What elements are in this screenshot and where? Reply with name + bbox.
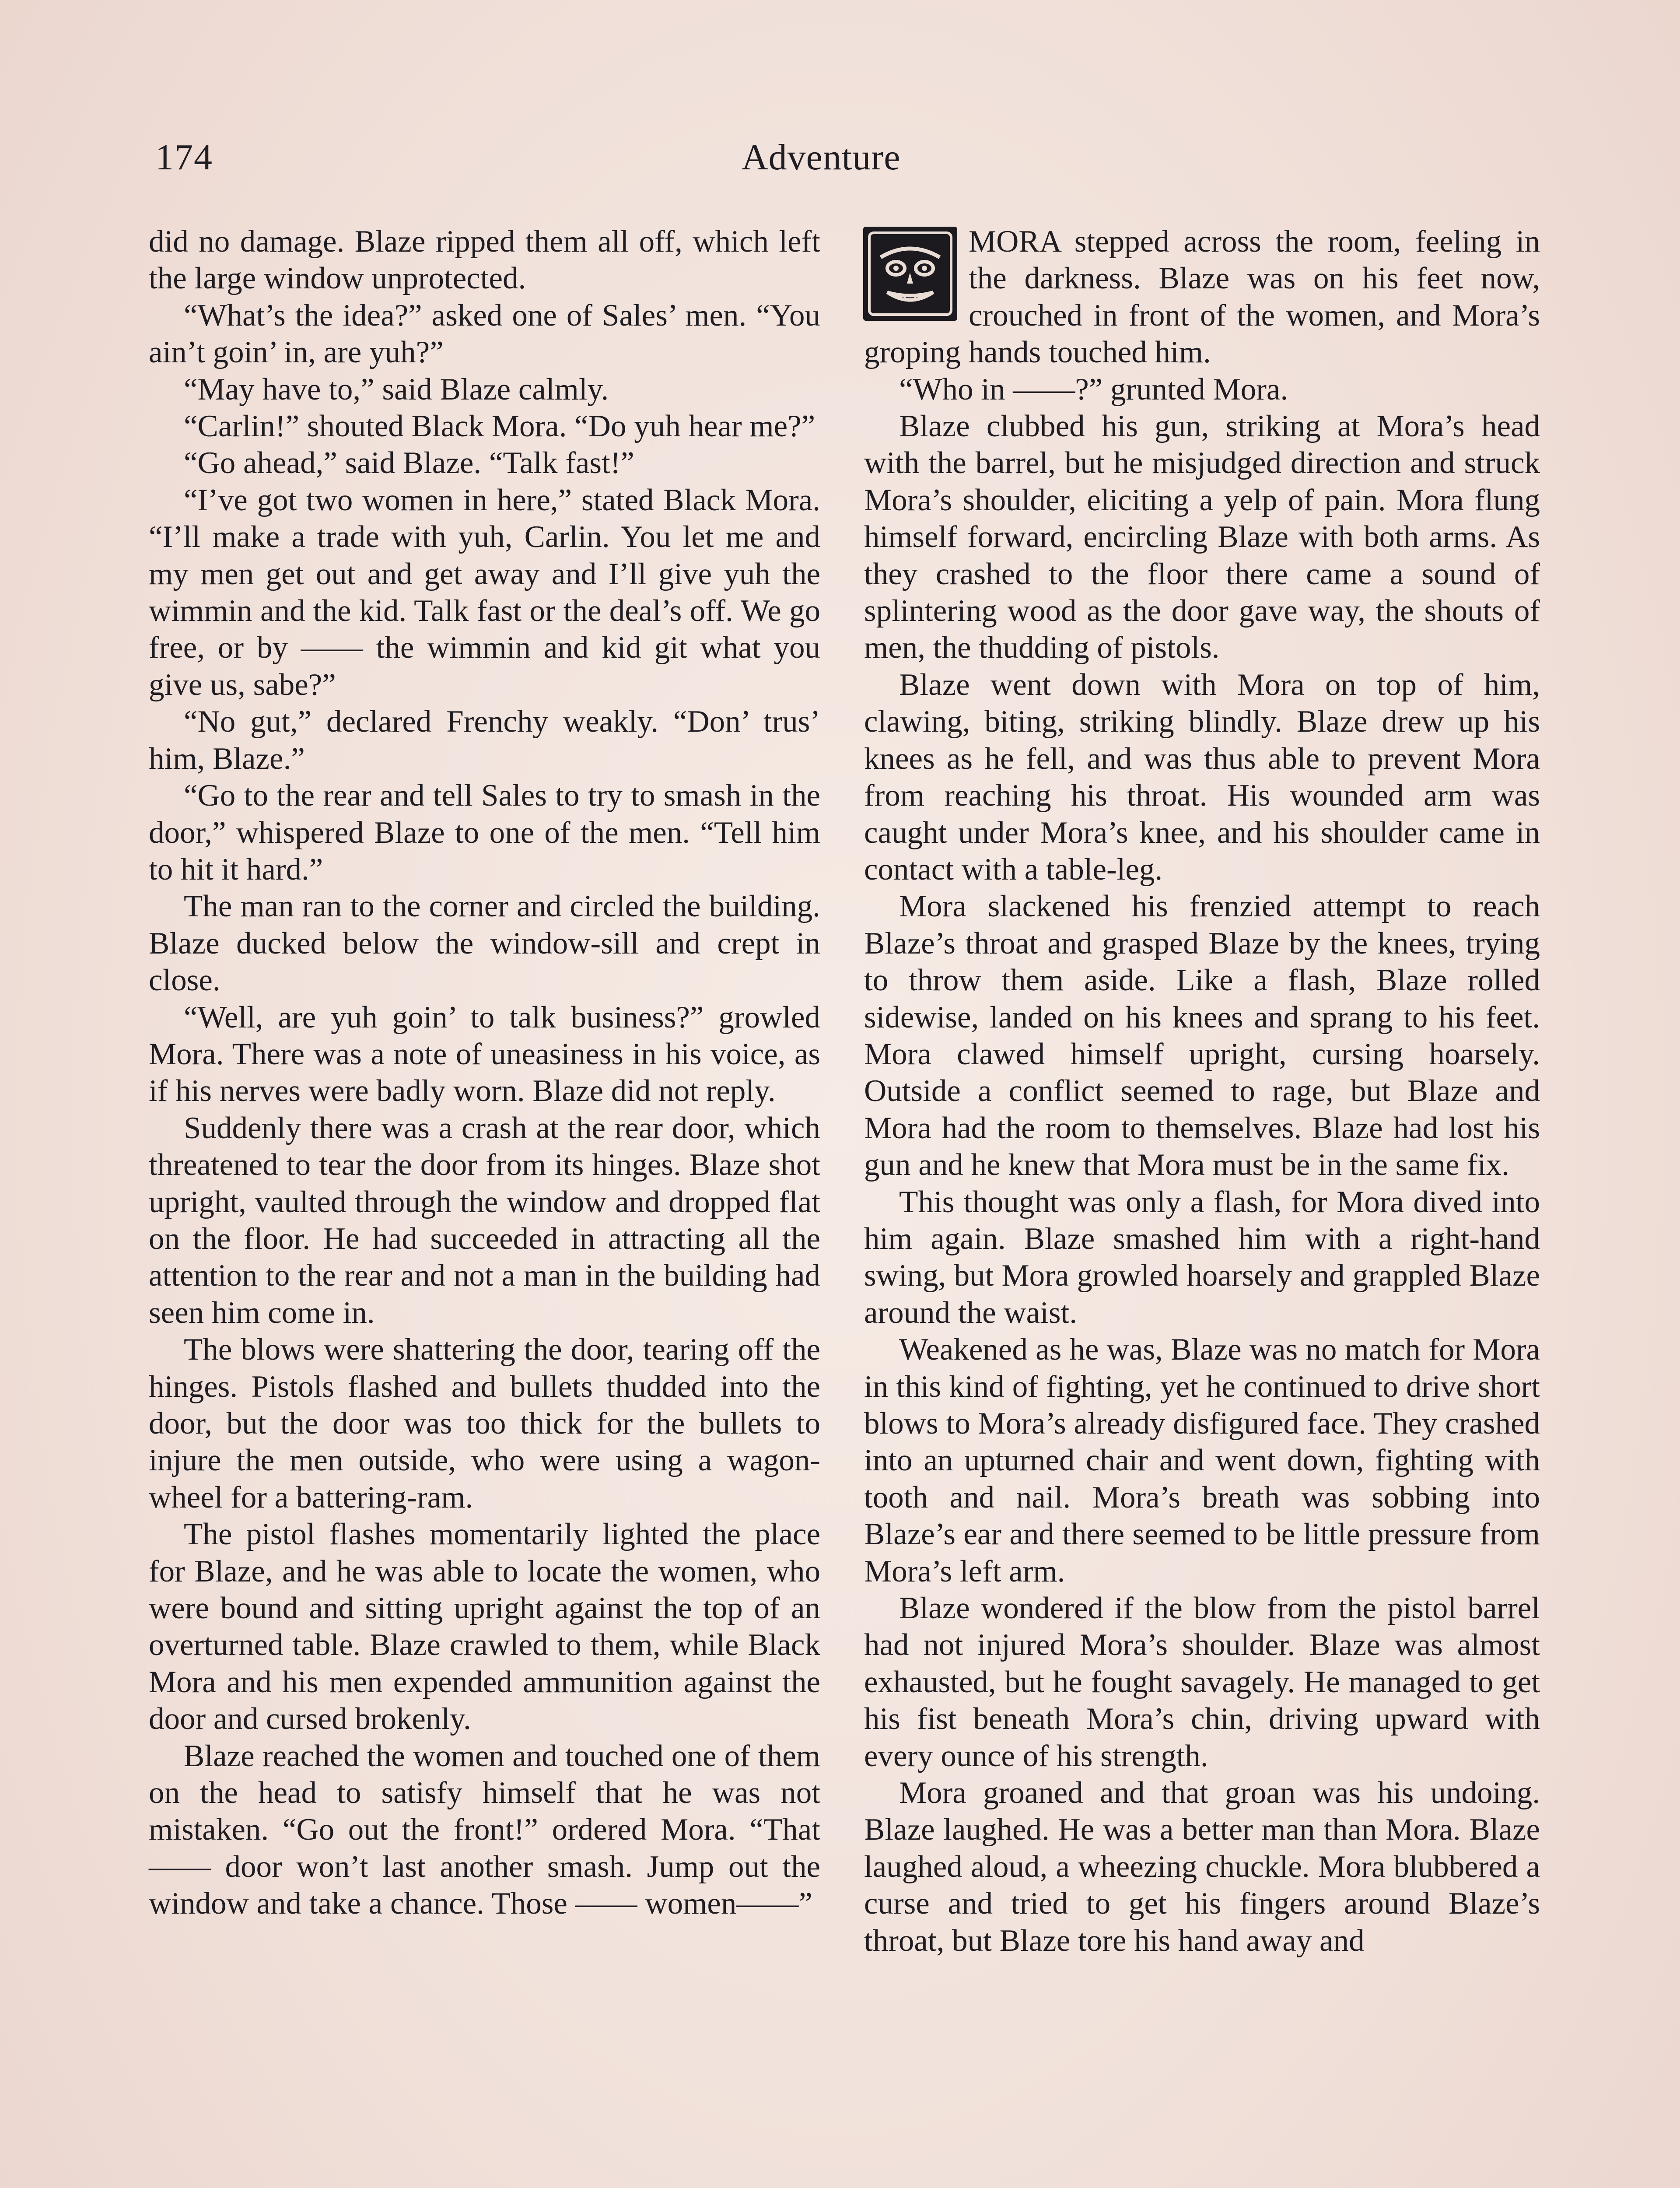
right-column bbox=[864, 223, 1540, 1959]
paragraph: “Well, are yuh goin’ to talk business?” growled Mora. There was a note of uneasiness in his voice, as if his nerves were badly worn. Blaze did not reply. bbox=[149, 1000, 820, 1108]
paragraph: The man ran to the corner and circled the building. Blaze ducked below the window-sill and crept in close. bbox=[149, 889, 820, 998]
paragraph: “May have to,” said Blaze calmly. bbox=[184, 372, 609, 407]
paragraph: MORA stepped across the room, feeling in the darkness. Blaze was on his feet now, crouched in front of the women, and Mora’s groping hands touched him. bbox=[864, 224, 1540, 370]
paragraph: “No gut,” declared Frenchy weakly. “Don’ trus’ him, Blaze.” bbox=[149, 705, 820, 776]
paragraph: “I’ve got two women in here,” stated Black Mora. “I’ll make a trade with yuh, Carlin. You let me and my men get out and get away and I’ll give yuh the wimmin and the kid. Talk fast or the deal’s off. We go free, or by —— the wimmin and kid git what you give us, sabe?” bbox=[149, 483, 820, 702]
paragraph: Blaze clubbed his gun, striking at Mora’s head with the barrel, but he misjudged direction and struck Mora’s shoulder, eliciting a yelp of pain. Mora flung himself forward, encircling Blaze with both arms. As they crashed to the floor there came a sound of splintering wood as the door gave way, the shouts of men, the thudding of pistols. bbox=[864, 409, 1540, 665]
page-number: 174 bbox=[155, 137, 213, 178]
page-header bbox=[155, 127, 956, 188]
paragraph: Blaze went down with Mora on top of him, clawing, biting, striking blindly. Blaze drew up his knees as he fell, and was thus able to prevent Mora from reaching his throat. His wounded arm was caught under Mora’s knee, and his shoulder came in contact with a table-leg. bbox=[864, 667, 1540, 887]
paragraph: Mora slackened his frenzied attempt to reach Blaze’s throat and grasped Blaze by the knees, trying to throw them aside. Like a flash, Blaze rolled sidewise, landed on his knees and sprang to his feet. Mora clawed himself upright, cursing hoarsely. Outside a conflict seemed to rage, but Blaze and Mora had the room to themselves. Blaze had lost his gun and he knew that Mora must be in the same fix. bbox=[864, 889, 1540, 1182]
left-column bbox=[149, 223, 820, 1922]
paragraph: This thought was only a flash, for Mora dived into him again. Blaze smashed him with a right-hand swing, but Mora growled hoarsely and grappled Blaze around the waist. bbox=[864, 1185, 1540, 1330]
paragraph: The pistol flashes momentarily lighted the place for Blaze, and he was able to locate the women, who were bound and sitting upright against the top of an overturned table. Blaze crawled to them, while Black Mora and his men expended ammunition against the door and cursed brokenly. bbox=[149, 1517, 820, 1736]
paragraph: “Go to the rear and tell Sales to try to smash in the door,” whispered Blaze to one of the men. “Tell him to hit it hard.” bbox=[149, 778, 820, 887]
paragraph: Weakened as he was, Blaze was no match for Mora in this kind of fighting, yet he continued to drive short blows to Mora’s already disfigured face. They crashed into an upturned chair and went down, fighting with tooth and nail. Mora’s breath was sobbing into Blaze’s ear and there seemed to be little pressure from Mora’s left arm. bbox=[864, 1332, 1540, 1588]
paragraph: Blaze reached the women and touched one of them on the head to satisfy himself that he was not mistaken. “Go out the front!” ordered Mora. “That —— door won’t last another smash. Jump out the window and take a chance. Those —— women——” bbox=[149, 1739, 820, 1921]
paragraph: “Who in ——?” grunted Mora. bbox=[899, 372, 1288, 407]
paragraph: Suddenly there was a crash at the rear door, which threatened to tear the door from its hinges. Blaze shot upright, vaulted through the window and dropped flat on the floor. He had succeeded in attracting all the attention to the rear and not a man in the building had seen him come in. bbox=[149, 1111, 820, 1330]
paragraph: Blaze wondered if the blow from the pistol barrel had not injured Mora’s shoulder. Blaze was almost exhausted, but he fought savagely. He managed to get his fist beneath Mora’s chin, driving upward with every ounce of his strength. bbox=[864, 1591, 1540, 1773]
carved-face-ornament-icon bbox=[863, 227, 957, 321]
paragraph: The blows were shattering the door, tearing off the hinges. Pistols flashed and bullets thudded into the door, but the door was too thick for the bullets to injure the men outside, who were using a wagon-wheel for a battering-ram. bbox=[149, 1332, 820, 1515]
paragraph: “Go ahead,” said Blaze. “Talk fast!” bbox=[184, 446, 634, 480]
running-title: Adventure bbox=[742, 137, 901, 178]
paragraph: “Carlin!” shouted Black Mora. “Do yuh hear me?” bbox=[184, 409, 816, 444]
paragraph: did no damage. Blaze ripped them all off, which left the large window unprotected. bbox=[149, 224, 820, 296]
paragraph: “What’s the idea?” asked one of Sales’ men. “You ain’t goin’ in, are yuh?” bbox=[149, 298, 820, 370]
paragraph: Mora groaned and that groan was his undoing. Blaze laughed. He was a better man than Mora. Blaze laughed aloud, a wheezing chuckle. Mora blubbered a curse and tried to get his fingers around Blaze’s throat, but Blaze tore his hand away and bbox=[864, 1776, 1540, 1958]
